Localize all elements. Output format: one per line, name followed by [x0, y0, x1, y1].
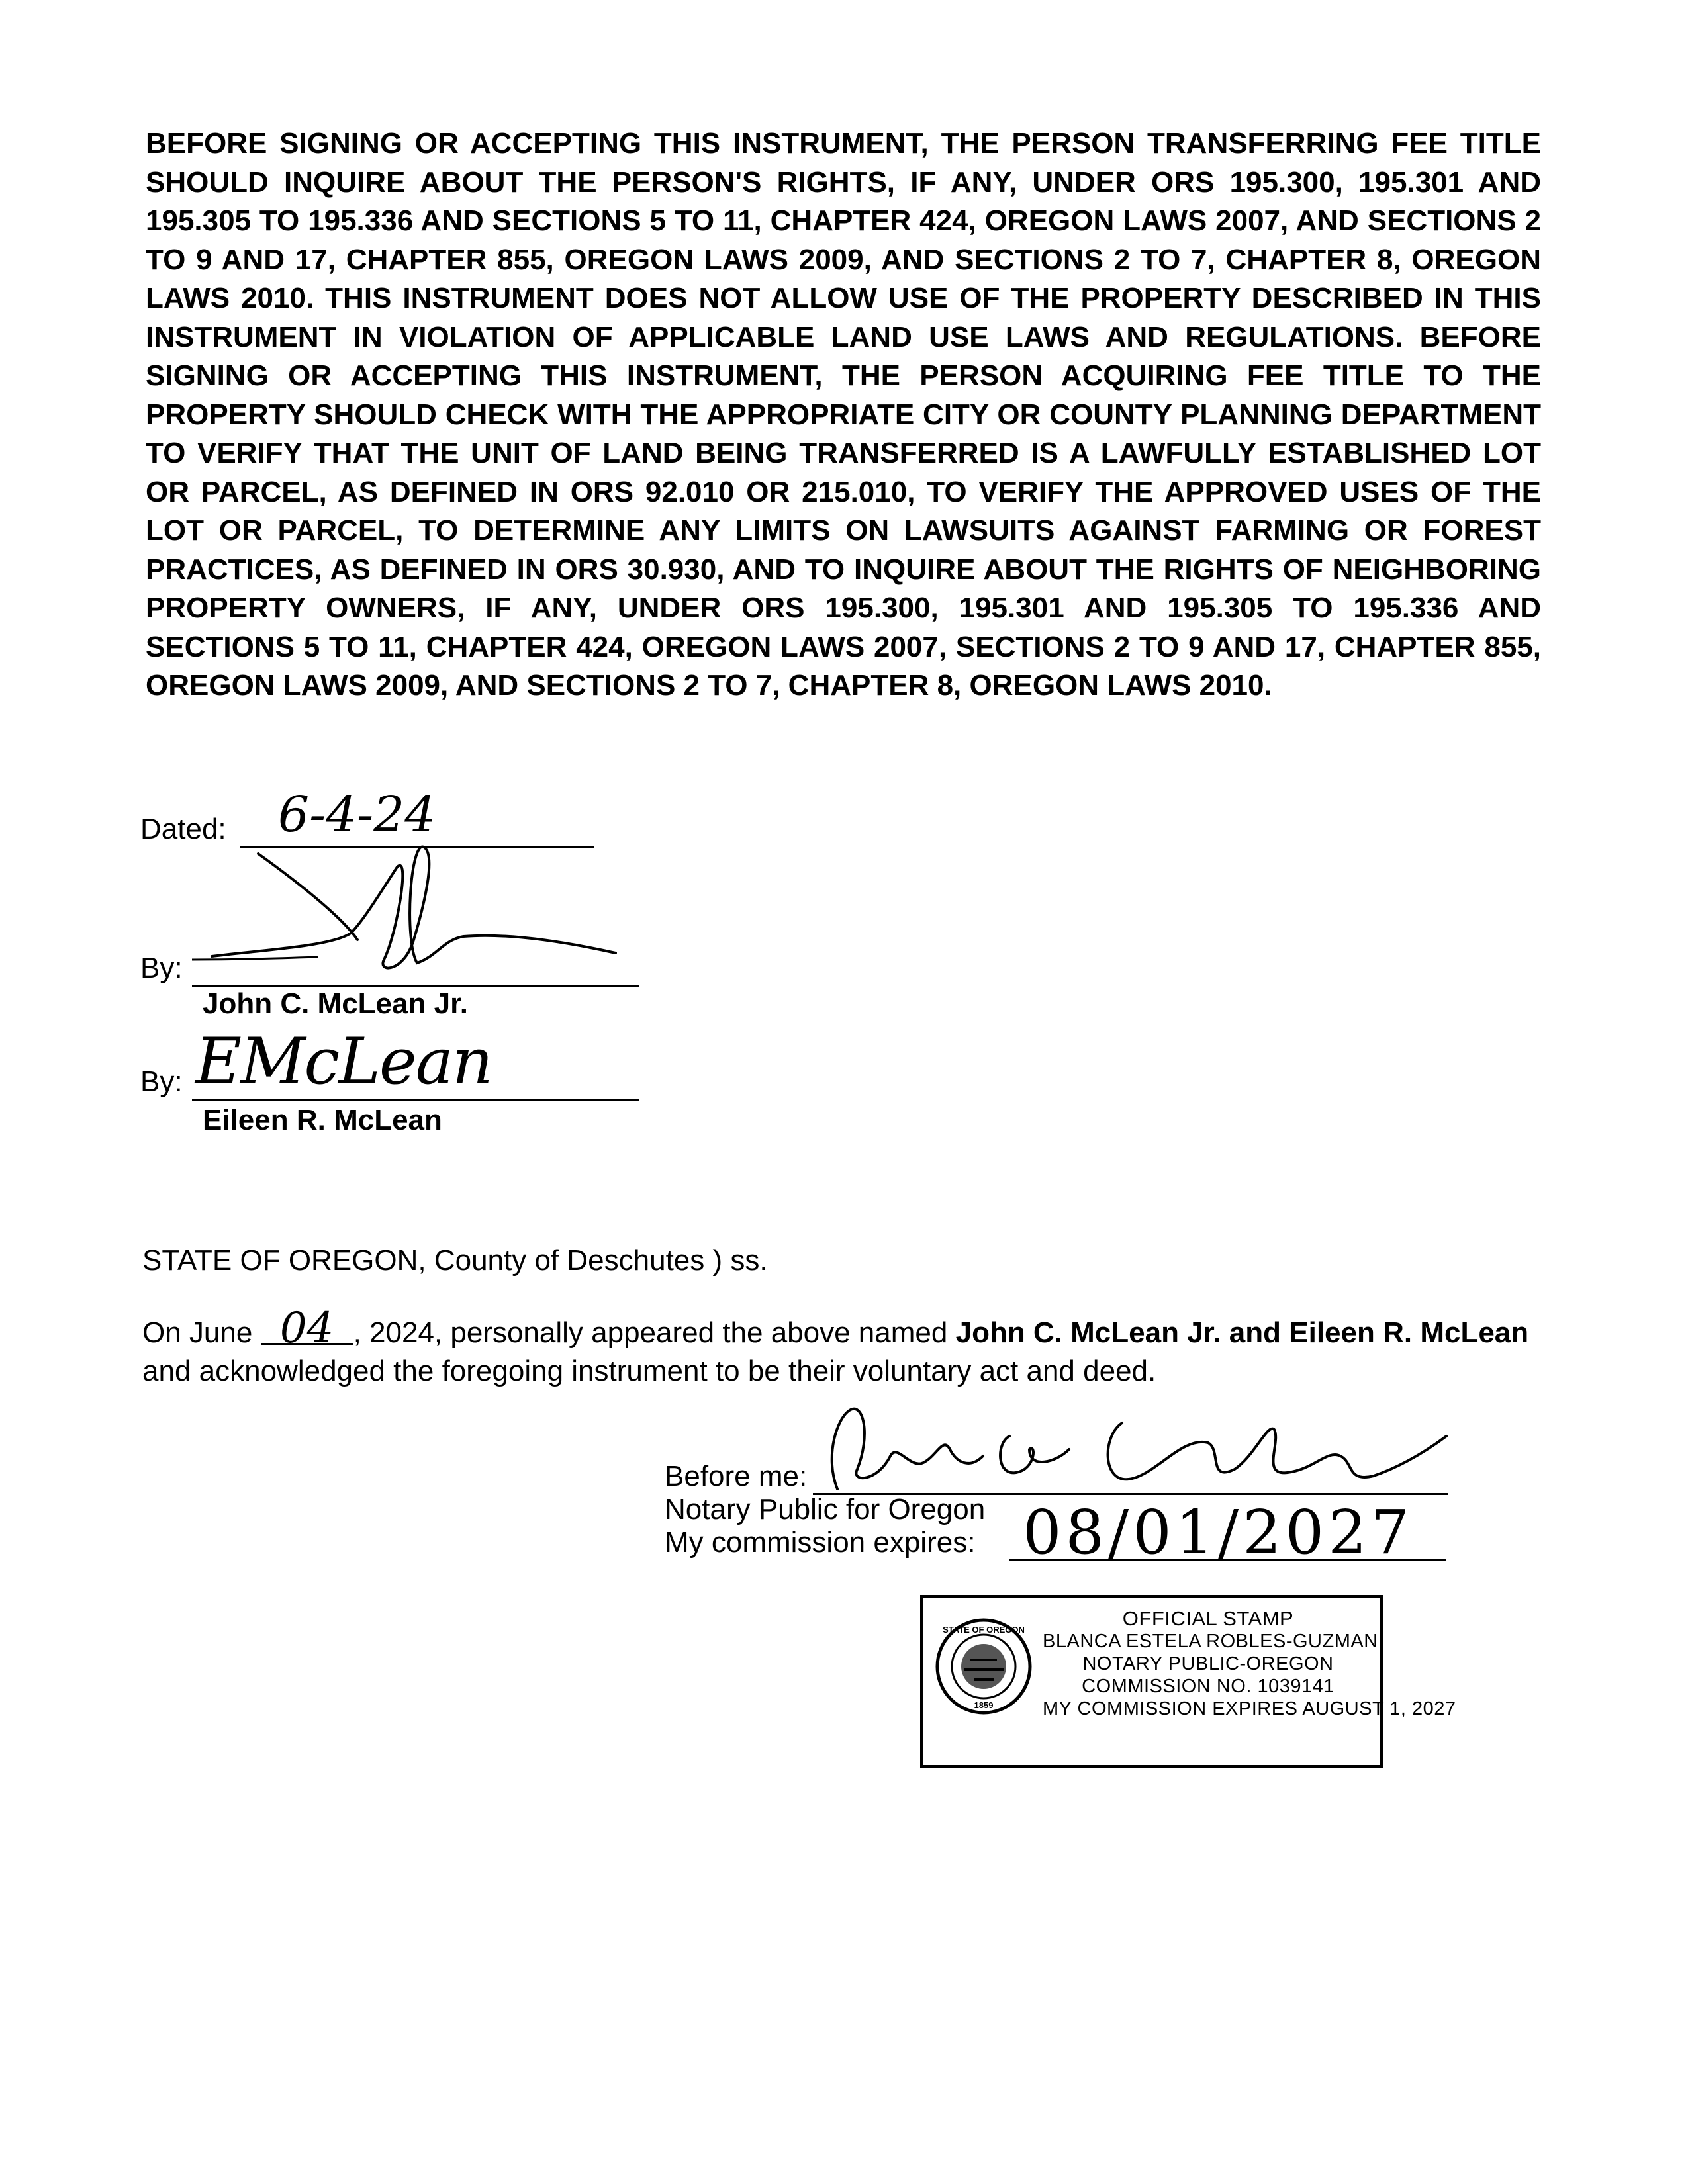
seal-year: 1859 [974, 1700, 994, 1710]
ack-day-handwritten: 04 [261, 1314, 353, 1345]
stamp-line-4: COMMISSION NO. 1039141 [1082, 1676, 1335, 1697]
oregon-state-seal-icon [934, 1617, 1033, 1716]
signer-2-name: Eileen R. McLean [203, 1104, 442, 1136]
dated-handwritten: 6-4-24 [278, 786, 436, 843]
stamp-line-2: BLANCA ESTELA ROBLES-GUZMAN [1043, 1631, 1378, 1652]
ack-on: On June [142, 1316, 253, 1349]
commission-label: My commission expires: [665, 1526, 976, 1559]
stamp-line-5: MY COMMISSION EXPIRES AUGUST 1, 2027 [1043, 1698, 1456, 1719]
seal-text: STATE OF OREGON [943, 1625, 1025, 1635]
stamp-line-3: NOTARY PUBLIC-OREGON [1082, 1653, 1334, 1674]
ack-year: , 2024, personally appeared the above named [353, 1316, 948, 1349]
dated-label: Dated: [140, 813, 226, 845]
notary-public-label: Notary Public for Oregon [665, 1493, 986, 1525]
signer-1-name: John C. McLean Jr. [203, 987, 468, 1020]
land-use-disclosure: BEFORE SIGNING OR ACCEPTING THIS INSTRUMENT, THE PERSON TRANSFERRING FEE TITLE SHOULD INQUIRE ABOUT THE PERSON'S RIGHTS, IF ANY, UNDER ORS 195.300, 195.301 AND 195.305 TO 195.336 AND SECTIONS 5 TO 11, CHAPTER 424, OREGON LAWS 2007, AND SECTIONS 2 TO 9 AND 17, CHAPTER 855, OREGON LAWS 2009, AND SECTIONS 2 TO 7, CHAPTER 8, OREGON LAWS 2010. THIS INSTRUMENT DOES NOT ALLOW USE OF THE PROPERTY DESCRIBED IN THIS INSTRUMENT IN VIOLATION OF APPLICABLE LAND USE LAWS AND REGULATIONS. BEFORE SIGNING OR ACCEPTING THIS INSTRUMENT, THE PERSON ACQUIRING FEE TITLE TO THE PROPERTY SHOULD CHECK WITH THE APPROPRIATE CITY OR COUNTY PLANNING DEPARTMENT TO VERIFY THAT THE UNIT OF LAND BEING TRANSFERRED IS A LAWFULLY ESTABLISHED LOT OR PARCEL, AS DEFINED IN ORS 92.010 OR 215.010, TO VERIFY THE APPROVED USES OF THE LOT OR PARCEL, TO DETERMINE ANY LIMITS ON LAWSUITS AGAINST FARMING OR FOREST PRACTICES, AS DEFINED IN ORS 30.930, AND TO INQUIRE ABOUT THE RIGHTS OF NEIGHBORING PROPERTY OWNERS, IF ANY, UNDER ORS 195.300, 195.301 AND 195.305 TO 195.336 AND SECTIONS 5 TO 11, CHAPTER 424, OREGON LAWS 2007, SECTIONS 2 TO 9 AND 17, CHAPTER 855, OREGON LAWS 2009, AND SECTIONS 2 TO 7, CHAPTER 8, OREGON LAWS 2010. [146, 127, 1541, 702]
before-me-label: Before me: [665, 1460, 808, 1492]
by-label-1: By: [140, 952, 183, 984]
by-label-2: By: [140, 1066, 183, 1098]
ack-rest: and acknowledged the foregoing instrument to be their voluntary act and deed. [142, 1355, 1156, 1387]
notary-acknowledgment [142, 1304, 1539, 1390]
stamp-text [1043, 1607, 1456, 1720]
stamp-line-1: OFFICIAL STAMP [1122, 1607, 1294, 1630]
notary-signature [811, 1396, 1493, 1502]
john-mclean-signature [185, 841, 622, 986]
commission-date-handwritten: 08/01/2027 [1023, 1497, 1414, 1568]
notary-official-stamp [920, 1595, 1456, 1768]
ack-names: John C. McLean Jr. and Eileen R. McLean [955, 1316, 1529, 1349]
eileen-mclean-signature: EMcLean [195, 1024, 492, 1099]
notary-venue: STATE OF OREGON, County of Deschutes ) ss. [142, 1244, 768, 1277]
